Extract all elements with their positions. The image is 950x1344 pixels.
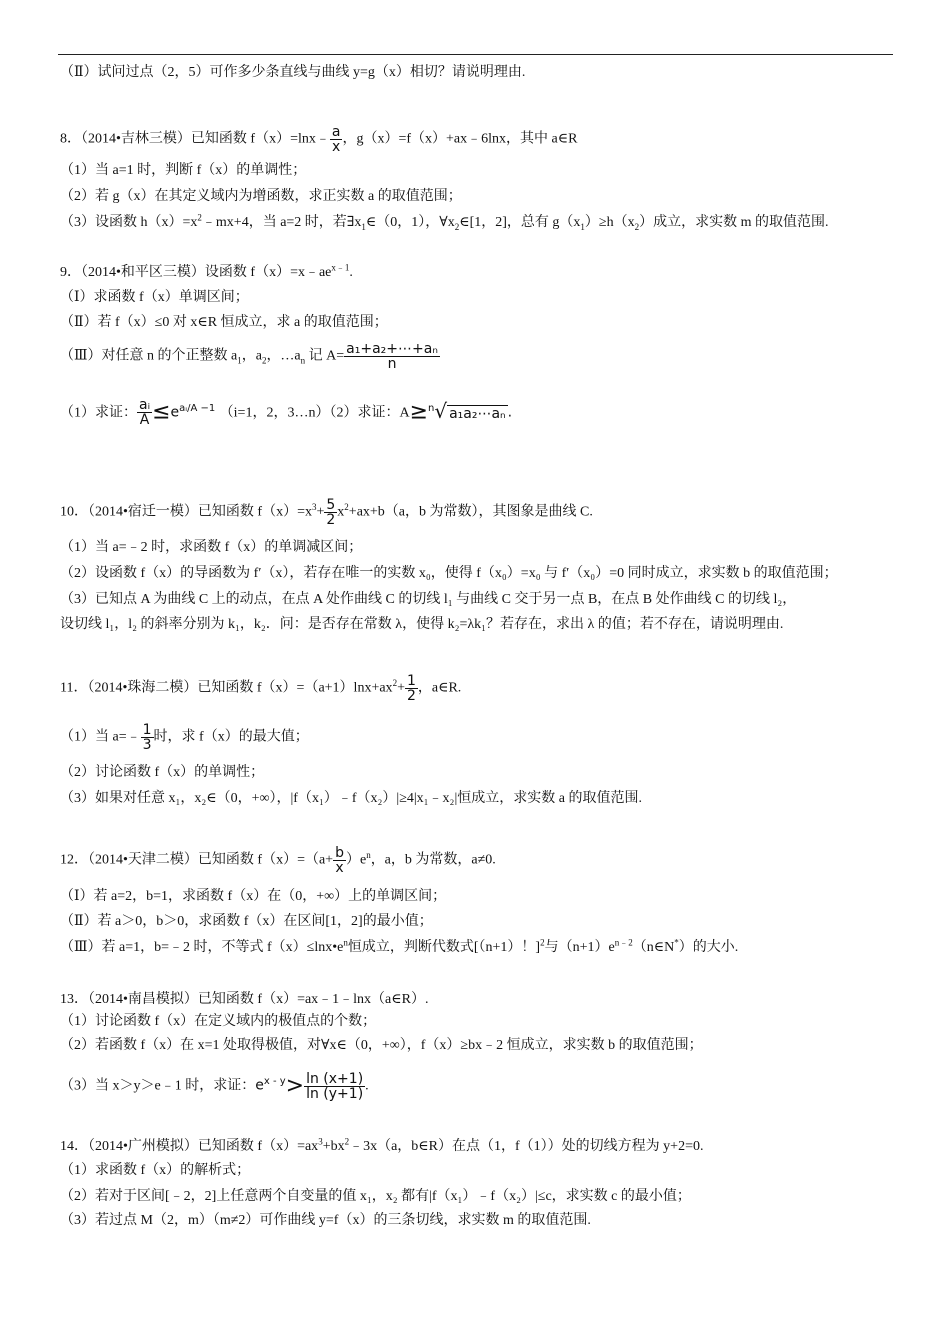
- q13-part3: （3）当 x＞y＞e﹣1 时，求证：$e^{x - y}>$ $\frac{\ln (x+1)}{\ln (y+1)}$ .: [60, 1071, 369, 1102]
- q12-part3: （Ⅲ）若 a=1，b=﹣2 时，不等式 $f(x)\le\ln x•e^n$恒成立，判断代数式[（n+1）！]$^2$与$(n+1)e^{n﹣2}(n\in N^*)$的大小.: [60, 937, 739, 955]
- q11-a-fraction: $\frac{1}{3}$: [142, 722, 152, 753]
- q8-fraction: $\frac{a}{x}$: [331, 124, 341, 155]
- q13-part2: （2）若函数 f（x）在 x=1 处取得极值，对∀x∈（0，+∞），f（x）≥bx﹣2 恒成立，求实数 b 的取值范围；: [60, 1038, 703, 1053]
- q9-nth-root: √ a₁a₂⋯aₙ: [434, 399, 506, 423]
- q9-ratio-fraction: $\frac{\text{aᵢ}}{A}$: [139, 397, 151, 428]
- q13-log-fraction: $\frac{\ln (x+1)}{\ln (y+1)}$: [306, 1071, 364, 1102]
- q13-stem: 13．（2014•南昌模拟）已知函数 f（x）=ax﹣1﹣lnx（a∈R）.: [60, 992, 429, 1007]
- q14-part2: （2）若对于区间[﹣2，2]上任意两个自变量的值 x₁，x₂ 都有|f（x₁）﹣f（x₂）|≤c，求实数 c 的最小值；: [60, 1189, 691, 1204]
- q9-part1: （Ⅰ）求函数 f（x）单调区间；: [60, 290, 249, 305]
- q8-part2: （2）若 g（x）在其定义域内为增函数，求正实数 a 的取值范围；: [60, 189, 462, 204]
- q8-stem: 8．（2014•吉林三模）已知函数 f（x）=lnx﹣ $\frac{a}{x}$ ，g（x）=f（x）+ax﹣6lnx，其中 a∈R: [60, 124, 578, 155]
- q8-part1: （1）当 a=1 时，判断 f（x）的单调性；: [60, 163, 307, 178]
- q10-part3: （3）已知点 A 为曲线 C 上的动点，在点 A 处作曲线 C 的切线 l₁ 与曲线 C 交于另一点 B，在点 B 处作曲线 C 的切线 l₂，: [60, 592, 797, 607]
- header-rule: [58, 54, 893, 55]
- q9-part3: （Ⅲ）对任意 n 的个正整数 $a_1$，$a_2$，$\dots a_n$ 记 A= $\frac{\text{a₁+a₂+⋯+aₙ}}{n}$: [60, 341, 438, 372]
- q9-stem: 9．（2014•和平区三模）设函数 $f(x)=x﹣ae^{x﹣1}$.: [60, 262, 353, 280]
- q7-part2: （Ⅱ）试问过点（2，5）可作多少条直线与曲线 y=g（x）相切？请说明理由.: [60, 65, 526, 80]
- q12-part2: （Ⅱ）若 a＞0，b＞0，求函数 f（x）在区间[1，2]的最小值；: [60, 914, 433, 929]
- q9-part4: （1）求证： $\frac{\text{aᵢ}}{A}$ $\le e^{aᵢ/A -1}$ （i=1，2，3…n）（2）求证：A≥$^n$√ a₁a₂⋯aₙ .: [60, 397, 513, 428]
- q13-part1: （1）讨论函数 f（x）在定义域内的极值点的个数；: [60, 1014, 377, 1029]
- q11-fraction: $\frac{1}{2}$: [406, 673, 416, 704]
- q11-stem: 11．（2014•珠海二模）已知函数 $f(x)=(a+1)\ln x+ax^2+$ $\frac{1}{2}$ ，a∈R.: [60, 673, 462, 704]
- q10-stem: 10．（2014•宿迁一模）已知函数 $f(x)=x^3+$ $\frac{5}{2}$ $x^2+ax+b(a$，b 为常数），其图象是曲线 C.: [60, 497, 593, 528]
- q12-stem: 12．（2014•天津二模）已知函数 f（x）=（a+ $\frac{b}{x}$ ）$e^n$，a，b 为常数，a≠0.: [60, 845, 496, 876]
- q10-fraction: $\frac{5}{2}$: [326, 497, 336, 528]
- q14-part3: （3）若过点 M（2，m）（m≠2）可作曲线 y=f（x）的三条切线，求实数 m 的取值范围.: [60, 1213, 591, 1228]
- q10-part2: （2）设函数 f（x）的导函数为 f′（x），若存在唯一的实数 x₀，使得 f（x₀）=x₀ 与 f′（x₀）=0 同时成立，求实数 b 的取值范围；: [60, 566, 838, 581]
- q14-part1: （1）求函数 f（x）的解析式；: [60, 1163, 251, 1178]
- q11-part2: （2）讨论函数 f（x）的单调性；: [60, 765, 265, 780]
- q11-part3: （3）如果对任意 x₁，x₂∈（0，+∞），|f（x₁）﹣f（x₂）|≥4|x₁﹣x₂|恒成立，求实数 a 的取值范围.: [60, 791, 642, 806]
- q9-part2: （Ⅱ）若 f（x）≤0 对 x∈R 恒成立，求 a 的取值范围；: [60, 315, 388, 330]
- q11-part1: （1）当 a=﹣ $\frac{1}{3}$ 时，求 f（x）的最大值；: [60, 722, 309, 753]
- q12-part1: （Ⅰ）若 a=2，b=1，求函数 f（x）在（0，+∞）上的单调区间；: [60, 889, 447, 904]
- q12-fraction: $\frac{b}{x}$: [335, 845, 344, 876]
- q14-stem: 14．（2014•广州模拟）已知函数 $f(x)=ax^3+bx^2﹣3x(a$，b∈R）在点（1，f（1））处的切线方程为 y+2=0.: [60, 1136, 704, 1154]
- q8-part3: （3）设函数 $h(x)=x^2﹣mx+4$，当 a=2 时，若$\exists x_1\in(0$，1），$\forall x_2\in[1$，2]，总有 $g(x_1)\ge h(x_2)$成立，求实数 m 的取值范围.: [60, 212, 829, 232]
- q9-mean-fraction: $\frac{\text{a₁+a₂+⋯+aₙ}}{n}$: [346, 341, 438, 372]
- q10-part1: （1）当 a=﹣2 时，求函数 f（x）的单调减区间；: [60, 540, 363, 555]
- q10-part4: 设切线 l₁，l₂ 的斜率分别为 k₁，k₂．问：是否存在常数 λ，使得 k₂=λk₁？若存在，求出 λ 的值；若不存在，请说明理由.: [60, 617, 784, 632]
